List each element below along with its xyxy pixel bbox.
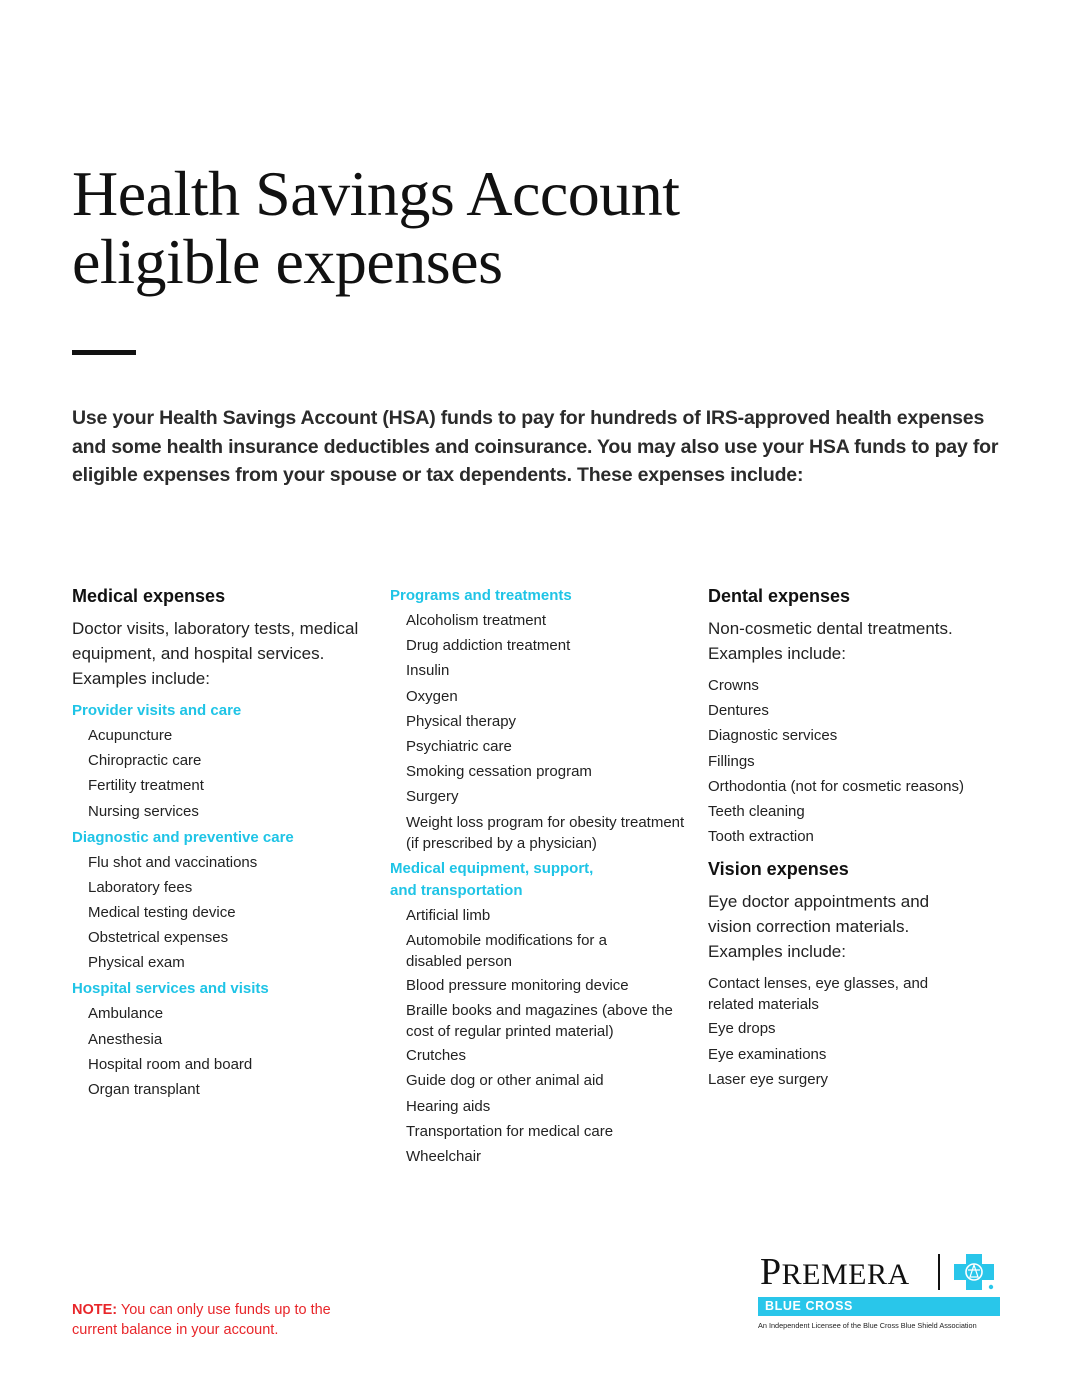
list-item: Acupuncture: [88, 727, 173, 744]
list-item: Crowns: [708, 677, 759, 694]
list-item: Drug addiction treatment: [406, 637, 571, 655]
list-item: Obstetrical expenses: [88, 929, 229, 947]
logo-tagline: An Independent Licensee of the Blue Cross Blue Shield Association: [758, 1321, 977, 1330]
list-item: Insulin: [406, 662, 450, 680]
list-item: Chiropractic care: [88, 752, 202, 770]
logo-band: [758, 1297, 1000, 1316]
list-item: Dentures: [708, 702, 769, 720]
list-item: Alcoholism treatment: [406, 612, 547, 629]
medical-column-continued: [390, 585, 700, 1172]
hospital-services-list: [72, 1003, 372, 1101]
list-item: Transportation for medical care: [406, 1122, 614, 1140]
list-item: Hospital room and board: [88, 1055, 253, 1073]
list-item: Hearing aids: [406, 1097, 491, 1115]
logo-wordmark: PREMERA: [760, 1251, 910, 1293]
balance-note: [72, 1300, 372, 1340]
list-item: Guide dog or other animal aid: [406, 1072, 604, 1090]
list-item: Eye examinations: [708, 1045, 827, 1063]
list-item: Medical testing device: [88, 903, 236, 921]
list-item: Artificial limb: [406, 906, 491, 924]
list-item: Laser eye surgery: [708, 1070, 829, 1088]
list-item: Eye drops: [708, 1020, 776, 1038]
vision-description: Eye doctor appointments and vision correction materials. Examples include:: [708, 892, 930, 962]
logo-divider: [938, 1254, 940, 1290]
title-line-1: Health Savings Account: [72, 158, 680, 229]
list-item: Teeth cleaning: [708, 802, 805, 820]
dental-heading: Dental expenses: [708, 586, 851, 606]
intro-paragraph: Use your Health Savings Account (HSA) funds to pay for hundreds of IRS-approved health expenses and some health insurance deductibles and coinsurance. You may also use your HSA funds to pay for eligible expenses from your spouse or tax dependents. These expenses include:: [72, 407, 999, 486]
list-item: Braille books and magazines (above the cost of regular printed material): [406, 1002, 673, 1041]
provider-visits-list: [72, 725, 372, 823]
list-item: Contact lenses, eye glasses, and related materials: [708, 975, 929, 1014]
medical-column: [72, 584, 372, 1105]
vision-heading: Vision expenses: [708, 859, 849, 880]
list-item: Blood pressure monitoring device: [406, 976, 629, 994]
list-item: Orthodontia (not for cosmetic reasons): [708, 777, 964, 795]
list-item: Psychiatric care: [406, 737, 512, 755]
list-item: Nursing services: [88, 802, 199, 820]
dental-description: Non-cosmetic dental treatments. Examples include:: [708, 619, 953, 663]
page-title: [72, 160, 680, 296]
list-item: Diagnostic services: [708, 727, 838, 745]
list-item: Oxygen: [406, 687, 458, 705]
list-item: Tooth extraction: [708, 828, 814, 846]
premera-logo: [758, 1252, 1002, 1342]
diagnostic-care-list: [72, 852, 372, 975]
blue-cross-shield-icon: [954, 1254, 994, 1290]
diagnostic-care-heading: Diagnostic and preventive care: [72, 828, 294, 846]
hospital-services-heading: Hospital services and visits: [72, 980, 269, 998]
list-item: Smoking cessation program: [406, 763, 592, 781]
provider-visits-heading: Provider visits and care: [72, 702, 242, 719]
note-label: NOTE:: [72, 1302, 118, 1318]
list-item: Laboratory fees: [88, 878, 193, 896]
programs-treatments-heading: Programs and treatments: [390, 587, 572, 604]
logo-band-text: BLUE CROSS: [765, 1299, 853, 1313]
note-text: You can only use funds up to the current balance in your account.: [72, 1302, 331, 1338]
medical-equipment-list: [390, 905, 700, 1169]
list-item: Wheelchair: [406, 1148, 482, 1165]
list-item: Fillings: [708, 752, 755, 770]
dental-vision-column: [708, 584, 1028, 1095]
vision-list: [708, 973, 1028, 1091]
list-item: Fertility treatment: [88, 777, 204, 795]
title-line-2: eligible expenses: [72, 226, 503, 297]
programs-treatments-list: [390, 610, 700, 854]
medical-description: Doctor visits, laboratory tests, medical equipment, and hospital services. Examples include:: [72, 619, 359, 688]
list-item: Physical therapy: [406, 712, 517, 730]
list-item: Organ transplant: [88, 1080, 200, 1098]
list-item: Flu shot and vaccinations: [88, 853, 258, 871]
list-item: Ambulance: [88, 1005, 164, 1023]
title-divider: [72, 350, 136, 355]
list-item: Crutches: [406, 1047, 467, 1065]
dental-list: [708, 675, 1028, 848]
list-item: Surgery: [406, 788, 459, 806]
list-item: Anesthesia: [88, 1030, 163, 1048]
list-item: Physical exam: [88, 954, 185, 972]
list-item: Weight loss program for obesity treatment (if prescribed by a physician): [406, 813, 685, 852]
medical-heading: Medical expenses: [72, 586, 226, 606]
medical-equipment-heading: Medical equipment, support, and transportation: [390, 859, 594, 899]
list-item: Automobile modifications for a disabled person: [406, 931, 607, 970]
